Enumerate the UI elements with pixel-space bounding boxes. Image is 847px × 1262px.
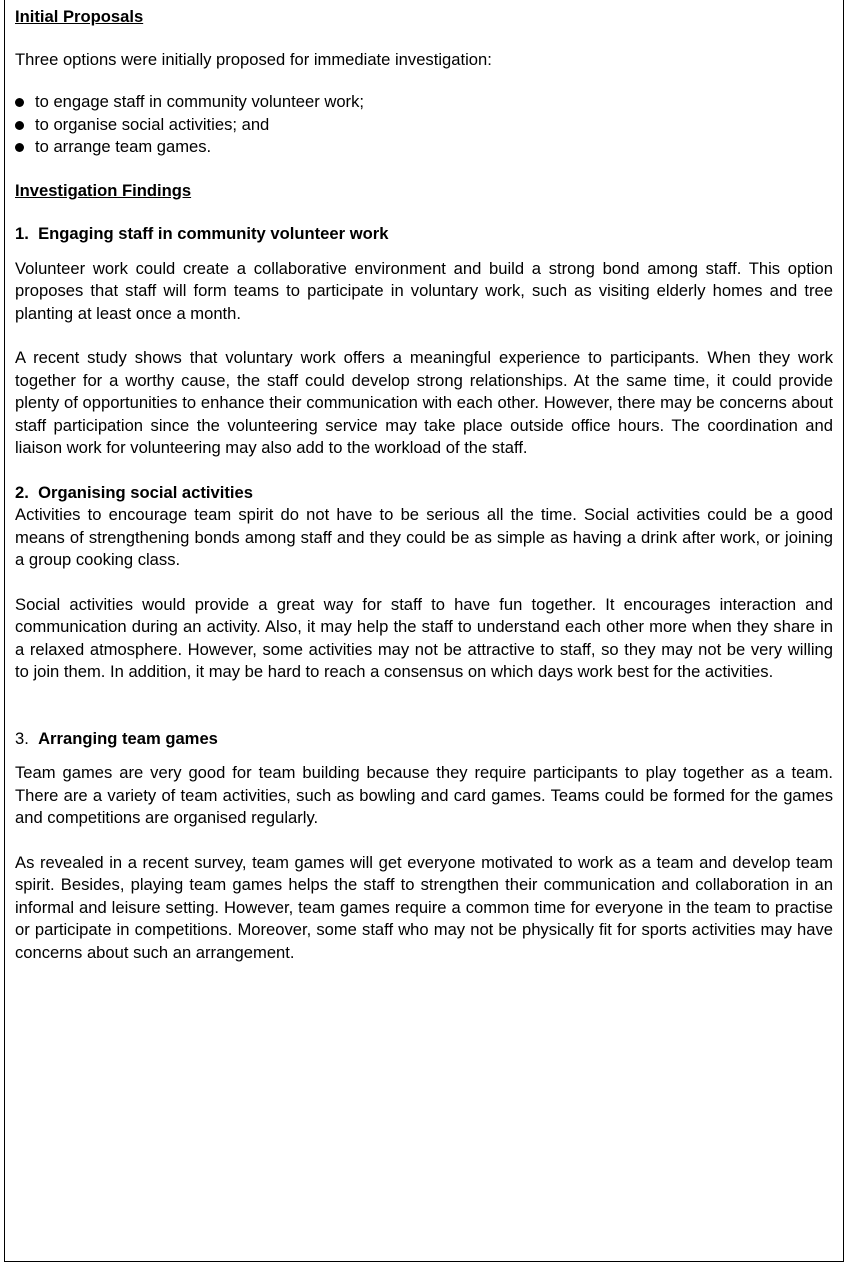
list-item-text: to engage staff in community volunteer work; [35,92,364,111]
section-number: 3. [15,728,29,748]
section-1-title [15,223,833,246]
list-item [15,114,833,137]
bullet-icon [15,143,24,152]
section-1-paragraph-1: Volunteer work could create a collaborative environment and build a strong bond among staff. This option proposes that staff will form teams to participate in voluntary work, such as visiting elderly homes and tree planting at least once a month. [15,258,833,323]
investigation-findings-heading: Investigation Findings [15,180,192,200]
section-3-paragraph-1: Team games are very good for team building because they require participants to play together as a team. There are a variety of team activities, such as bowling and card games. Teams could be formed for the games and competitions are organised regularly. [15,763,833,827]
list-item-text: to arrange team games. [35,137,212,156]
list-item [15,91,833,114]
section-2-paragraph-2: Social activities would provide a great way for staff to have fun together. It encourages interaction and communication during an activity. Also, it may help the staff to understand each other more when they share in a relaxed atmosphere. However, some activities may not be attractive to staff, so they may not be very willing to join them. In addition, it may be hard to reach a consensus on which days work best for the activities. [15,594,833,681]
bullet-icon [15,121,24,130]
section-number: 1. [15,224,29,243]
section-title-text: Arranging team games [38,728,218,748]
proposals-list [15,91,833,159]
list-item [15,136,833,159]
section-title-text: Organising social activities [38,482,253,502]
section-3-paragraph-2: As revealed in a recent survey, team games will get everyone motivated to work as a team and develop team spirit. Besides, playing team games helps the staff to strengthen their communication and collaboration in an informal and leisure setting. However, team games require a common time for everyone in the team to practise or participate in competitions. Moreover, some staff who may not be physically fit for sports activities may have concerns about such an arrangement. [15,852,833,962]
section-title-text: Engaging staff in community volunteer work [38,224,389,243]
section-number: 2. [15,482,29,502]
proposals-intro: Three options were initially proposed for immediate investigation: [15,49,492,69]
initial-proposals-heading: Initial Proposals [15,7,144,26]
section-1-paragraph-2: A recent study shows that voluntary work offers a meaningful experience to participants. When they work together for a worthy cause, the staff could develop strong relationships. At the same time, it could provide plenty of opportunities to enhance their communication with each other. However, there may be concerns about staff participation since the volunteering service may take place outside office hours. The coordination and liaison work for volunteering may also add to the workload of the staff. [15,348,833,457]
section-2-paragraph-1: Activities to encourage team spirit do not have to be serious all the time. Social activities could be a good means of strengthening bonds among staff and they could be as simple as having a drink after work, or joining a group cooking class. [15,505,833,569]
section-2-title [15,482,833,505]
list-item-text: to organise social activities; and [35,114,270,134]
bullet-icon [15,98,24,107]
section-3-title [15,728,833,751]
document-body [15,6,833,964]
